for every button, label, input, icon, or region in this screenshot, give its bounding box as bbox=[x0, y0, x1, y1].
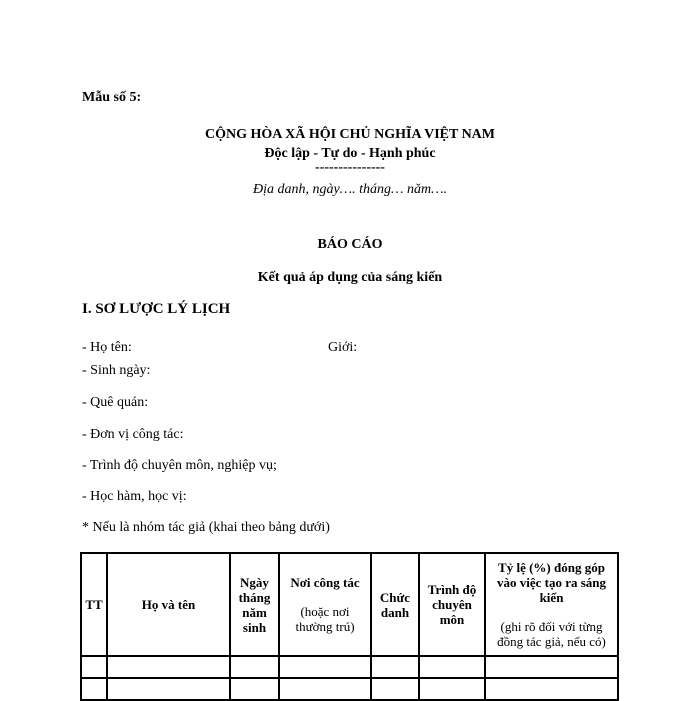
header-workplace-note: (hoặc nơi thường trú) bbox=[295, 604, 355, 634]
table-cell[interactable] bbox=[279, 656, 371, 678]
table-cell[interactable] bbox=[485, 678, 618, 700]
header-ratio-note: (ghi rõ đối với từng đồng tác giả, nếu có) bbox=[497, 619, 606, 649]
table-cell[interactable] bbox=[107, 656, 230, 678]
table-cell[interactable] bbox=[279, 678, 371, 700]
table-cell[interactable] bbox=[371, 678, 419, 700]
header-ratio-label: Tỷ lệ (%) đóng góp vào việc tạo ra sáng kiến bbox=[496, 560, 607, 605]
header-name-label: Họ và tên bbox=[141, 597, 196, 612]
header-position-label: Chức danh bbox=[379, 589, 411, 620]
table-cell[interactable] bbox=[371, 656, 419, 678]
header-qualification-label: Trình độ chuyên môn bbox=[427, 582, 477, 627]
header-dob-label: Ngày tháng năm sinh bbox=[238, 574, 271, 635]
header-workplace-label: Nơi công tác bbox=[290, 575, 360, 590]
field-hometown-label: - Quê quán: bbox=[82, 395, 149, 410]
header-tt-label: TT bbox=[85, 597, 103, 612]
country-name: CỘNG HÒA XÃ HỘI CHỦ NGHĨA VIỆT NAM bbox=[204, 127, 495, 142]
table-cell[interactable] bbox=[230, 678, 279, 700]
field-academic-label: - Học hàm, học vị: bbox=[82, 489, 187, 504]
header-position bbox=[371, 553, 419, 656]
place-date-line: Địa danh, ngày…. tháng… năm…. bbox=[252, 182, 448, 197]
field-qualification-label: - Trình độ chuyên môn, nghiệp vụ; bbox=[82, 458, 277, 473]
report-subtitle: Kết quả áp dụng của sáng kiến bbox=[257, 270, 443, 285]
header-ratio bbox=[485, 553, 618, 656]
header-qualification bbox=[419, 553, 485, 656]
table-row bbox=[81, 656, 618, 678]
group-author-note: * Nếu là nhóm tác giả (khai theo bảng dưới) bbox=[82, 520, 330, 535]
field-birth-label: - Sinh ngày: bbox=[82, 363, 151, 378]
authors-table bbox=[80, 552, 619, 701]
header-name bbox=[107, 553, 230, 656]
header-dob bbox=[230, 553, 279, 656]
motto-divider: --------------- bbox=[315, 160, 385, 175]
field-workplace-label: - Đơn vị công tác: bbox=[82, 427, 184, 442]
table-row bbox=[81, 678, 618, 700]
field-name-label: - Họ tên: bbox=[82, 340, 132, 355]
table-cell[interactable] bbox=[419, 656, 485, 678]
header-workplace bbox=[279, 553, 371, 656]
table-cell[interactable] bbox=[419, 678, 485, 700]
report-title: BÁO CÁO bbox=[317, 237, 383, 252]
table-header-row bbox=[81, 553, 618, 656]
field-gender-label: Giới: bbox=[328, 340, 358, 355]
header-tt bbox=[81, 553, 107, 656]
table-cell[interactable] bbox=[81, 656, 107, 678]
table-cell[interactable] bbox=[230, 656, 279, 678]
national-motto: Độc lập - Tự do - Hạnh phúc bbox=[264, 146, 436, 161]
table-cell[interactable] bbox=[107, 678, 230, 700]
table-cell[interactable] bbox=[81, 678, 107, 700]
section-heading: I. SƠ LƯỢC LÝ LỊCH bbox=[82, 301, 231, 317]
form-number: Mẫu số 5: bbox=[82, 90, 142, 105]
table-cell[interactable] bbox=[485, 656, 618, 678]
